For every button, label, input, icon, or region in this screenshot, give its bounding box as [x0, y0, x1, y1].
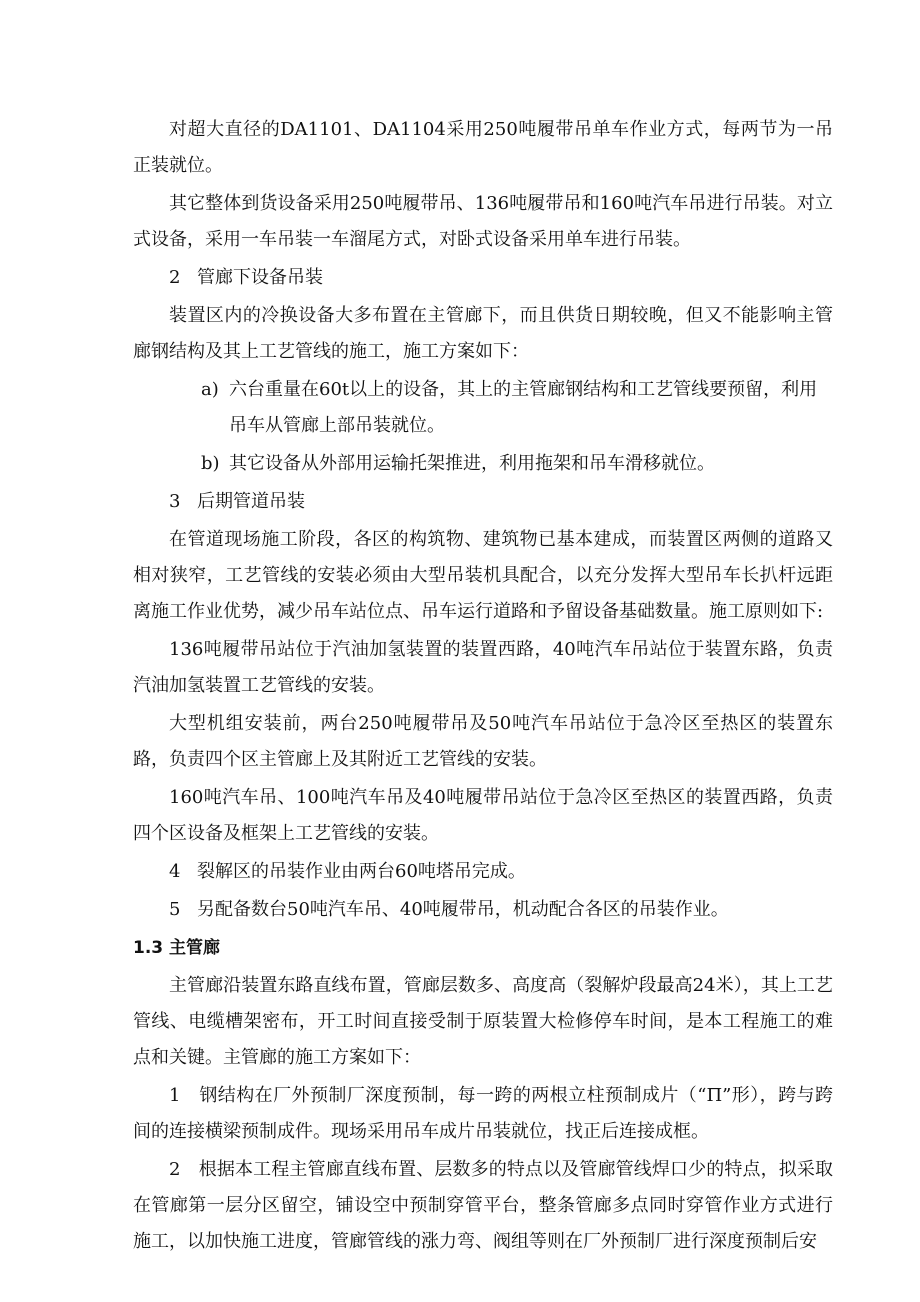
- list-item-b: [201, 446, 833, 482]
- paragraph: 其它整体到货设备采用250吨履带吊、136吨履带吊和160吨汽车吊进行吊装。对立式设备，采用一车吊装一车溜尾方式，对卧式设备采用单车进行吊装。: [133, 193, 833, 250]
- document-body: [133, 112, 833, 1262]
- list-marker: a): [201, 379, 219, 400]
- paragraph: 装置区内的冷换设备大多布置在主管廊下，而且供货日期较晚，但又不能影响主管廊钢结构及其上工艺管线的施工，施工方案如下：: [133, 305, 833, 362]
- list-item-a: [201, 372, 833, 444]
- section-number: 2: [169, 267, 181, 288]
- paragraph: 2 根据本工程主管廊直线布置、层数多的特点以及管廊管线焊口少的特点，拟采取在管廊第一层分区留空，铺设空中预制穿管平台，整条管廊多点同时穿管作业方式进行施工，以加快施工进度，管廊管线的涨力弯、阀组等则在厂外预制厂进行深度预制后安: [133, 1159, 833, 1252]
- section-2-heading: [169, 260, 833, 296]
- section-number: 3: [169, 491, 181, 512]
- section-title: 后期管道吊装: [197, 491, 305, 512]
- item-4: [169, 854, 833, 890]
- list-text: 其它设备从外部用运输托架推进，利用拖架和吊车滑移就位。: [229, 453, 715, 474]
- paragraph: 136吨履带吊站位于汽油加氢装置的装置西路，40吨汽车吊站位于装置东路，负责汽油加氢装置工艺管线的安装。: [133, 639, 833, 696]
- item-text: 裂解区的吊装作业由两台60吨塔吊完成。: [197, 861, 526, 882]
- item-number: 5: [169, 899, 181, 920]
- paragraph: 在管道现场施工阶段，各区的构筑物、建筑物已基本建成，而装置区两侧的道路又相对狭窄，工艺管线的安装必须由大型吊装机具配合，以充分发挥大型吊车长扒杆远距离施工作业优势，减少吊车站位点、吊车运行道路和予留设备基础数量。施工原则如下:: [133, 529, 833, 622]
- list-marker: b): [201, 453, 220, 474]
- paragraph: 1 钢结构在厂外预制厂深度预制，每一跨的两根立柱预制成片（“Π”形），跨与跨间的连接横梁预制成件。现场采用吊车成片吊装就位，找正后连接成框。: [133, 1085, 833, 1142]
- paragraph: 对超大直径的DA1101、DA1104采用250吨履带吊单车作业方式，每两节为一吊正装就位。: [133, 119, 833, 176]
- section-3-heading: [169, 484, 833, 520]
- section-title: 管廊下设备吊装: [197, 267, 323, 288]
- item-5: [169, 892, 833, 928]
- section-heading-1-3: 1.3 主管廊: [133, 938, 221, 958]
- paragraph: 主管廊沿装置东路直线布置，管廊层数多、高度高（裂解炉段最高24米），其上工艺管线、电缆槽架密布，开工时间直接受制于原装置大检修停车时间，是本工程施工的难点和关键。主管廊的施工方案如下：: [133, 975, 833, 1068]
- item-text: 另配备数台50吨汽车吊、40吨履带吊，机动配合各区的吊装作业。: [197, 899, 729, 920]
- list-text: 六台重量在60t以上的设备，其上的主管廊钢结构和工艺管线要预留，利用吊车从管廊上部吊装就位。: [229, 379, 818, 436]
- paragraph: 大型机组安装前，两台250吨履带吊及50吨汽车吊站位于急冷区至热区的装置东路，负责四个区主管廊上及其附近工艺管线的安装。: [133, 713, 833, 770]
- paragraph: 160吨汽车吊、100吨汽车吊及40吨履带吊站位于急冷区至热区的装置西路，负责四个区设备及框架上工艺管线的安装。: [133, 787, 833, 844]
- item-number: 4: [169, 861, 181, 882]
